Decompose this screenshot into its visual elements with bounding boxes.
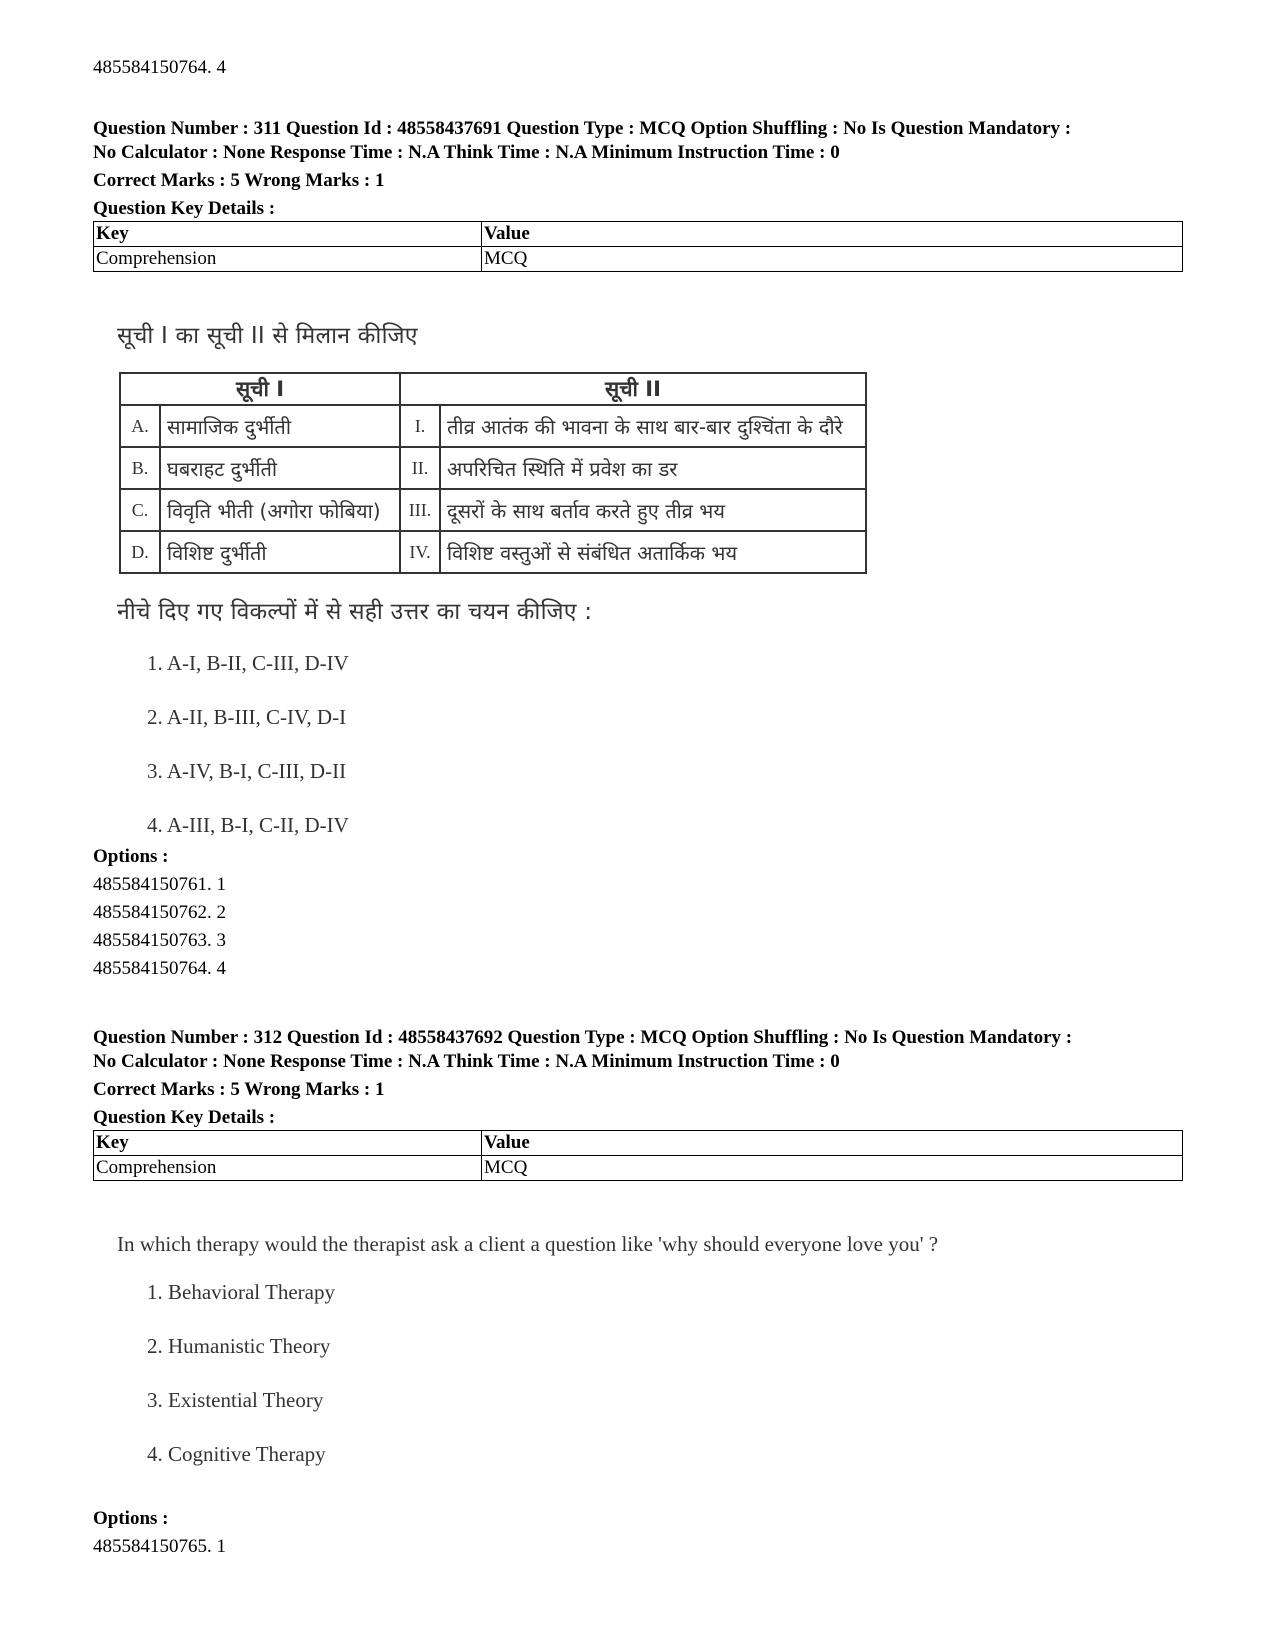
list1-title: सूची I <box>120 373 400 405</box>
option-item: 485584150762. 2 <box>93 902 226 923</box>
previous-option-4: 485584150764. 4 <box>93 57 226 78</box>
option-item: 485584150764. 4 <box>93 958 226 979</box>
options-label: Options : <box>93 1508 169 1529</box>
match-row <box>120 405 866 447</box>
question-312 <box>93 1026 1183 1181</box>
choice-item: 4. Cognitive Therapy <box>147 1442 326 1466</box>
marks: Correct Marks : 5 Wrong Marks : 1 <box>93 170 385 191</box>
row-label: B. <box>120 447 160 489</box>
row-numeral: IV. <box>400 531 440 573</box>
options-label: Options : <box>93 846 169 867</box>
list1-item: विशिष्ट दुर्भीती <box>160 531 400 573</box>
question-header-line1: Question Number : 311 Question Id : 48558437691 Question Type : MCQ Option Shuffling : No Is Question Mandatory : <box>93 118 1072 139</box>
option-item: 485584150765. 1 <box>93 1536 226 1557</box>
list2-item: अपरिचित स्थिति में प्रवेश का डर <box>440 447 866 489</box>
key-details-table <box>93 221 1183 272</box>
question-311 <box>93 117 1183 272</box>
match-table <box>119 372 867 574</box>
list1-item: घबराहट दुर्भीती <box>160 447 400 489</box>
choice-list <box>117 1265 1117 1481</box>
marks: Correct Marks : 5 Wrong Marks : 1 <box>93 1079 385 1100</box>
key-header: Key <box>94 1131 482 1156</box>
value-cell: MCQ <box>482 1156 1183 1181</box>
key-details-label: Question Key Details : <box>93 198 276 219</box>
list1-item: सामाजिक दुर्भीती <box>160 405 400 447</box>
question-header-line2: No Calculator : None Response Time : N.A Think Time : N.A Minimum Instruction Time : 0 <box>93 1051 840 1072</box>
question-header-line1: Question Number : 312 Question Id : 48558437692 Question Type : MCQ Option Shuffling : No Is Question Mandatory : <box>93 1027 1073 1048</box>
match-row <box>120 531 866 573</box>
row-numeral: II. <box>400 447 440 489</box>
question-prompt: सूची I का सूची II से मिलान कीजिए <box>117 323 418 349</box>
list2-item: तीव्र आतंक की भावना के साथ बार-बार दुश्चिंता के दौरे <box>440 405 866 447</box>
row-label: C. <box>120 489 160 531</box>
choice-item: 2. Humanistic Theory <box>147 1334 331 1358</box>
question-312-image <box>117 1232 1117 1481</box>
match-row <box>120 447 866 489</box>
row-label: D. <box>120 531 160 573</box>
options-311 <box>93 843 226 983</box>
list2-title: सूची II <box>400 373 866 405</box>
list2-item: दूसरों के साथ बर्ताव करते हुए तीव्र भय <box>440 489 866 531</box>
value-header: Value <box>482 222 1183 247</box>
key-cell: Comprehension <box>94 1156 482 1181</box>
option-item: 485584150763. 3 <box>93 930 226 951</box>
choice-item: 1. A-I, B-II, C-III, D-IV <box>147 651 349 675</box>
choice-item: 3. Existential Theory <box>147 1388 324 1412</box>
choice-item: 3. A-IV, B-I, C-III, D-II <box>147 759 347 783</box>
option-item: 485584150761. 1 <box>93 874 226 895</box>
choice-item: 1. Behavioral Therapy <box>147 1280 335 1304</box>
key-header: Key <box>94 222 482 247</box>
choose-instruction: नीचे दिए गए विकल्पों में से सही उत्तर का चयन कीजिए : <box>117 599 593 625</box>
list2-item: विशिष्ट वस्तुओं से संबंधित अतार्किक भय <box>440 531 866 573</box>
question-311-image <box>117 318 877 852</box>
list1-item: विवृति भीती (अगोरा फोबिया) <box>160 489 400 531</box>
choice-item: 4. A-III, B-I, C-II, D-IV <box>147 813 349 837</box>
value-header: Value <box>482 1131 1183 1156</box>
choice-item: 2. A-II, B-III, C-IV, D-I <box>147 705 347 729</box>
question-prompt: In which therapy would the therapist ask a client a question like 'why should everyone love you' ? <box>117 1232 939 1256</box>
key-details-table <box>93 1130 1183 1181</box>
key-details-label: Question Key Details : <box>93 1107 276 1128</box>
match-row <box>120 489 866 531</box>
value-cell: MCQ <box>482 247 1183 272</box>
row-numeral: III. <box>400 489 440 531</box>
question-header-line2: No Calculator : None Response Time : N.A Think Time : N.A Minimum Instruction Time : 0 <box>93 142 840 163</box>
key-cell: Comprehension <box>94 247 482 272</box>
options-312 <box>93 1505 226 1561</box>
choice-list <box>117 636 877 852</box>
row-label: A. <box>120 405 160 447</box>
row-numeral: I. <box>400 405 440 447</box>
